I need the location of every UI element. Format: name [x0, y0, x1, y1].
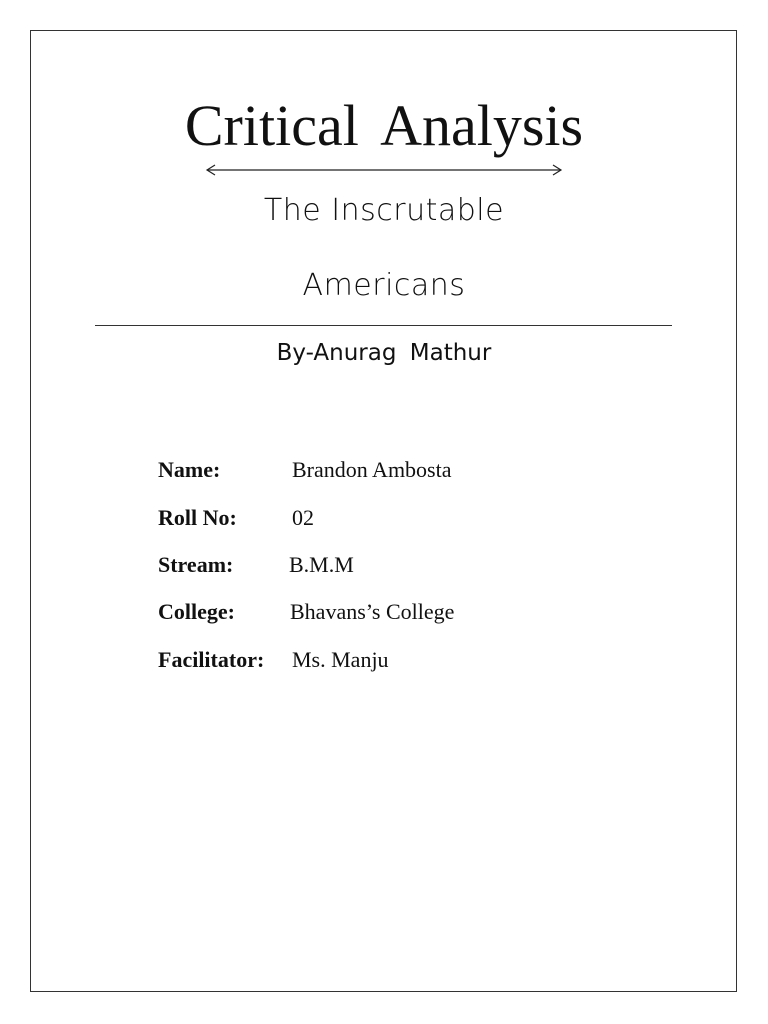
- info-label-college: College:: [158, 599, 235, 624]
- info-label-stream: Stream:: [158, 552, 234, 577]
- subtitle-line-2: Americans: [302, 268, 466, 303]
- info-value-college: Bhavans’s College: [290, 599, 455, 624]
- double-arrow-divider: [205, 162, 563, 178]
- info-value-facilitator: Ms. Manju: [292, 647, 389, 672]
- info-value-roll-no: 02: [292, 505, 314, 530]
- author-line: By-Anurag Mathur: [276, 340, 492, 366]
- document-title: Critical Analysis: [184, 93, 584, 158]
- info-value-stream: B.M.M: [289, 552, 354, 577]
- subtitle-line-1: The Inscrutable: [263, 193, 505, 228]
- info-value-name: Brandon Ambosta: [292, 457, 452, 482]
- horizontal-rule: [95, 325, 672, 326]
- info-label-facilitator: Facilitator:: [158, 647, 265, 672]
- info-label-roll-no: Roll No:: [158, 505, 237, 530]
- info-label-name: Name:: [158, 457, 221, 482]
